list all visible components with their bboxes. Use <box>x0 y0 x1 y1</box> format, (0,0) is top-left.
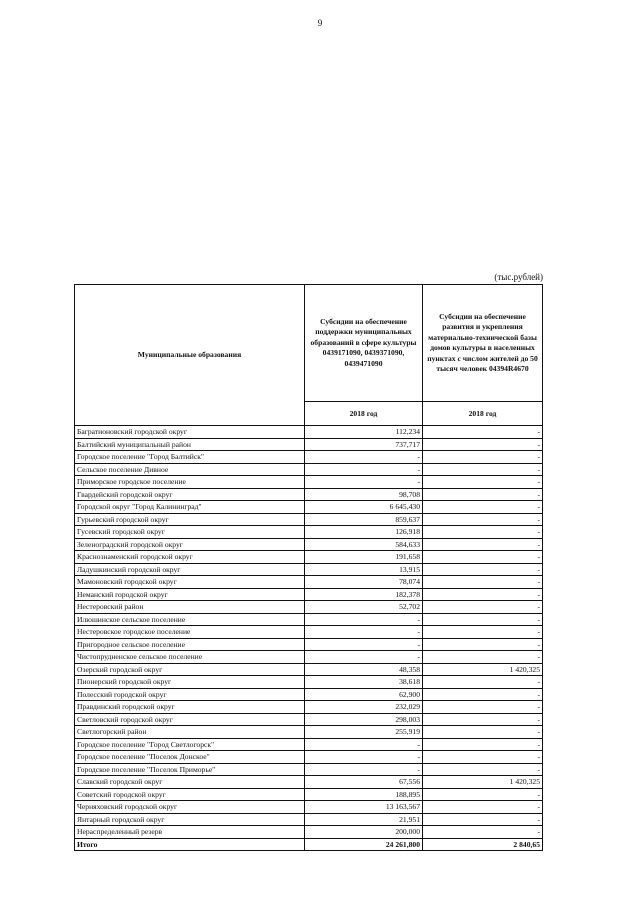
culture-houses-value: - <box>423 576 543 589</box>
table-row <box>75 663 543 676</box>
culture-houses-value: - <box>423 813 543 826</box>
culture-houses-value: - <box>423 513 543 526</box>
culture-houses-value: - <box>423 451 543 464</box>
municipality-name: Нестеровское городское поселение <box>75 626 305 639</box>
culture-houses-value: - <box>423 438 543 451</box>
culture-support-value: 255,919 <box>305 726 423 739</box>
culture-houses-value: - <box>423 613 543 626</box>
culture-houses-value: - <box>423 701 543 714</box>
culture-support-value: 67,556 <box>305 776 423 789</box>
table-row <box>75 651 543 664</box>
culture-support-value: - <box>305 476 423 489</box>
culture-houses-value: - <box>423 651 543 664</box>
municipality-name: Городской округ "Город Калининград" <box>75 501 305 514</box>
municipality-name: Гурьевский городской округ <box>75 513 305 526</box>
table-row <box>75 726 543 739</box>
culture-support-value: 200,000 <box>305 826 423 839</box>
culture-houses-value: - <box>423 526 543 539</box>
culture-support-value: 112,234 <box>305 426 423 439</box>
culture-support-value: - <box>305 651 423 664</box>
total-culture-support: 24 261,800 <box>305 838 423 851</box>
municipality-name: Славский городской округ <box>75 776 305 789</box>
table-row <box>75 701 543 714</box>
culture-houses-value: - <box>423 601 543 614</box>
municipality-name: Советский городской округ <box>75 788 305 801</box>
municipality-name: Черняховский городской округ <box>75 801 305 814</box>
municipality-name: Илюшинское сельское поселение <box>75 613 305 626</box>
culture-support-value: - <box>305 463 423 476</box>
culture-support-value: 859,637 <box>305 513 423 526</box>
header-municipalities: Муниципальные образования <box>75 285 305 426</box>
table-row <box>75 763 543 776</box>
culture-houses-value: - <box>423 738 543 751</box>
culture-support-value: - <box>305 451 423 464</box>
table-row <box>75 626 543 639</box>
table-row <box>75 451 543 464</box>
header-year-col1: 2018 год <box>305 402 423 426</box>
municipality-name: Ладушкинский городской округ <box>75 563 305 576</box>
culture-houses-value: - <box>423 801 543 814</box>
culture-houses-value: - <box>423 476 543 489</box>
subsidy-table <box>74 284 543 851</box>
table-row <box>75 563 543 576</box>
table-row <box>75 551 543 564</box>
municipality-name: Зеленоградский городской округ <box>75 538 305 551</box>
total-culture-houses: 2 840,65 <box>423 838 543 851</box>
table-row <box>75 538 543 551</box>
unit-note: (тыс.рублей) <box>494 272 543 282</box>
municipality-name: Городское поселение "Город Светлогорск" <box>75 738 305 751</box>
culture-support-value: 21,951 <box>305 813 423 826</box>
culture-support-value: 126,918 <box>305 526 423 539</box>
table-row <box>75 463 543 476</box>
culture-support-value: 62,900 <box>305 688 423 701</box>
municipality-name: Нестеровский район <box>75 601 305 614</box>
culture-houses-value: - <box>423 751 543 764</box>
culture-houses-value: - <box>423 426 543 439</box>
table-row <box>75 713 543 726</box>
table-row <box>75 738 543 751</box>
culture-houses-value: - <box>423 788 543 801</box>
table-row <box>75 613 543 626</box>
municipality-name: Озерский городской округ <box>75 663 305 676</box>
municipality-name: Правдинский городской округ <box>75 701 305 714</box>
culture-houses-value: - <box>423 826 543 839</box>
table-row <box>75 788 543 801</box>
culture-houses-value: - <box>423 763 543 776</box>
culture-houses-value: - <box>423 713 543 726</box>
municipality-name: Балтийский муниципальный район <box>75 438 305 451</box>
culture-support-value: - <box>305 638 423 651</box>
table-row <box>75 513 543 526</box>
municipality-name: Багратионовский городской округ <box>75 426 305 439</box>
table-row <box>75 688 543 701</box>
header-year-col2: 2018 год <box>423 402 543 426</box>
municipality-name: Пригородное сельское поселение <box>75 638 305 651</box>
culture-houses-value: - <box>423 638 543 651</box>
municipality-name: Мамоновский городской округ <box>75 576 305 589</box>
culture-support-value: 737,717 <box>305 438 423 451</box>
culture-support-value: 48,358 <box>305 663 423 676</box>
table-row <box>75 676 543 689</box>
culture-houses-value: - <box>423 501 543 514</box>
culture-support-value: - <box>305 613 423 626</box>
municipality-name: Гвардейский городской округ <box>75 488 305 501</box>
culture-support-value: 191,658 <box>305 551 423 564</box>
municipality-name: Пионерский городской округ <box>75 676 305 689</box>
municipality-name: Светлогорский район <box>75 726 305 739</box>
culture-support-value: - <box>305 763 423 776</box>
culture-support-value: 98,708 <box>305 488 423 501</box>
culture-support-value: 182,378 <box>305 588 423 601</box>
table-row <box>75 638 543 651</box>
culture-support-value: - <box>305 738 423 751</box>
culture-houses-value: 1 420,325 <box>423 776 543 789</box>
culture-support-value: 584,633 <box>305 538 423 551</box>
page-number: 9 <box>317 18 323 28</box>
municipality-name: Сельское поселение Дивное <box>75 463 305 476</box>
table-row <box>75 813 543 826</box>
culture-support-value: 52,702 <box>305 601 423 614</box>
culture-houses-value: - <box>423 726 543 739</box>
municipality-name: Приморское городское поселение <box>75 476 305 489</box>
header-culture-support: Субсидии на обеспечение поддержки муниципальных образований в сфере культуры 0439171090, 0439371090, 0439471090 <box>305 285 423 402</box>
table-row <box>75 588 543 601</box>
table-row <box>75 751 543 764</box>
table-row <box>75 488 543 501</box>
table-row <box>75 826 543 839</box>
table-row <box>75 601 543 614</box>
table-row <box>75 776 543 789</box>
culture-support-value: 78,074 <box>305 576 423 589</box>
culture-support-value: 13 163,567 <box>305 801 423 814</box>
municipality-name: Краснознаменский городской округ <box>75 551 305 564</box>
culture-houses-value: 1 420,325 <box>423 663 543 676</box>
culture-houses-value: - <box>423 588 543 601</box>
municipality-name: Чистопрудненское сельское поселение <box>75 651 305 664</box>
culture-houses-value: - <box>423 563 543 576</box>
table-row <box>75 501 543 514</box>
culture-houses-value: - <box>423 688 543 701</box>
culture-houses-value: - <box>423 626 543 639</box>
culture-houses-value: - <box>423 676 543 689</box>
culture-houses-value: - <box>423 463 543 476</box>
culture-support-value: 6 645,430 <box>305 501 423 514</box>
table-row <box>75 526 543 539</box>
table-row <box>75 476 543 489</box>
municipality-name: Нераспределенный резерв <box>75 826 305 839</box>
total-label: Итого <box>75 838 305 851</box>
culture-houses-value: - <box>423 551 543 564</box>
table-row <box>75 801 543 814</box>
culture-support-value: - <box>305 751 423 764</box>
culture-support-value: 232,029 <box>305 701 423 714</box>
total-row <box>75 838 543 851</box>
culture-support-value: - <box>305 626 423 639</box>
header-culture-houses: Субсидии на обеспечение развития и укрепления материально-технической базы домов культуры в населенных пунктах с числом жителей до 50 тысяч человек 04394R4670 <box>423 285 543 402</box>
table-row <box>75 426 543 439</box>
table-row <box>75 438 543 451</box>
culture-houses-value: - <box>423 538 543 551</box>
culture-support-value: 298,003 <box>305 713 423 726</box>
municipality-name: Городское поселение "Город Балтийск" <box>75 451 305 464</box>
municipality-name: Гусевский городской округ <box>75 526 305 539</box>
municipality-name: Полесский городской округ <box>75 688 305 701</box>
culture-houses-value: - <box>423 488 543 501</box>
culture-support-value: 13,915 <box>305 563 423 576</box>
table-body <box>75 426 543 851</box>
culture-support-value: 188,895 <box>305 788 423 801</box>
municipality-name: Городское поселение "Поселок Приморье" <box>75 763 305 776</box>
municipality-name: Неманский городской округ <box>75 588 305 601</box>
municipality-name: Янтарный городской округ <box>75 813 305 826</box>
culture-support-value: 38,618 <box>305 676 423 689</box>
municipality-name: Городское поселение "Поселок Донское" <box>75 751 305 764</box>
municipality-name: Светловский городской округ <box>75 713 305 726</box>
table-row <box>75 576 543 589</box>
